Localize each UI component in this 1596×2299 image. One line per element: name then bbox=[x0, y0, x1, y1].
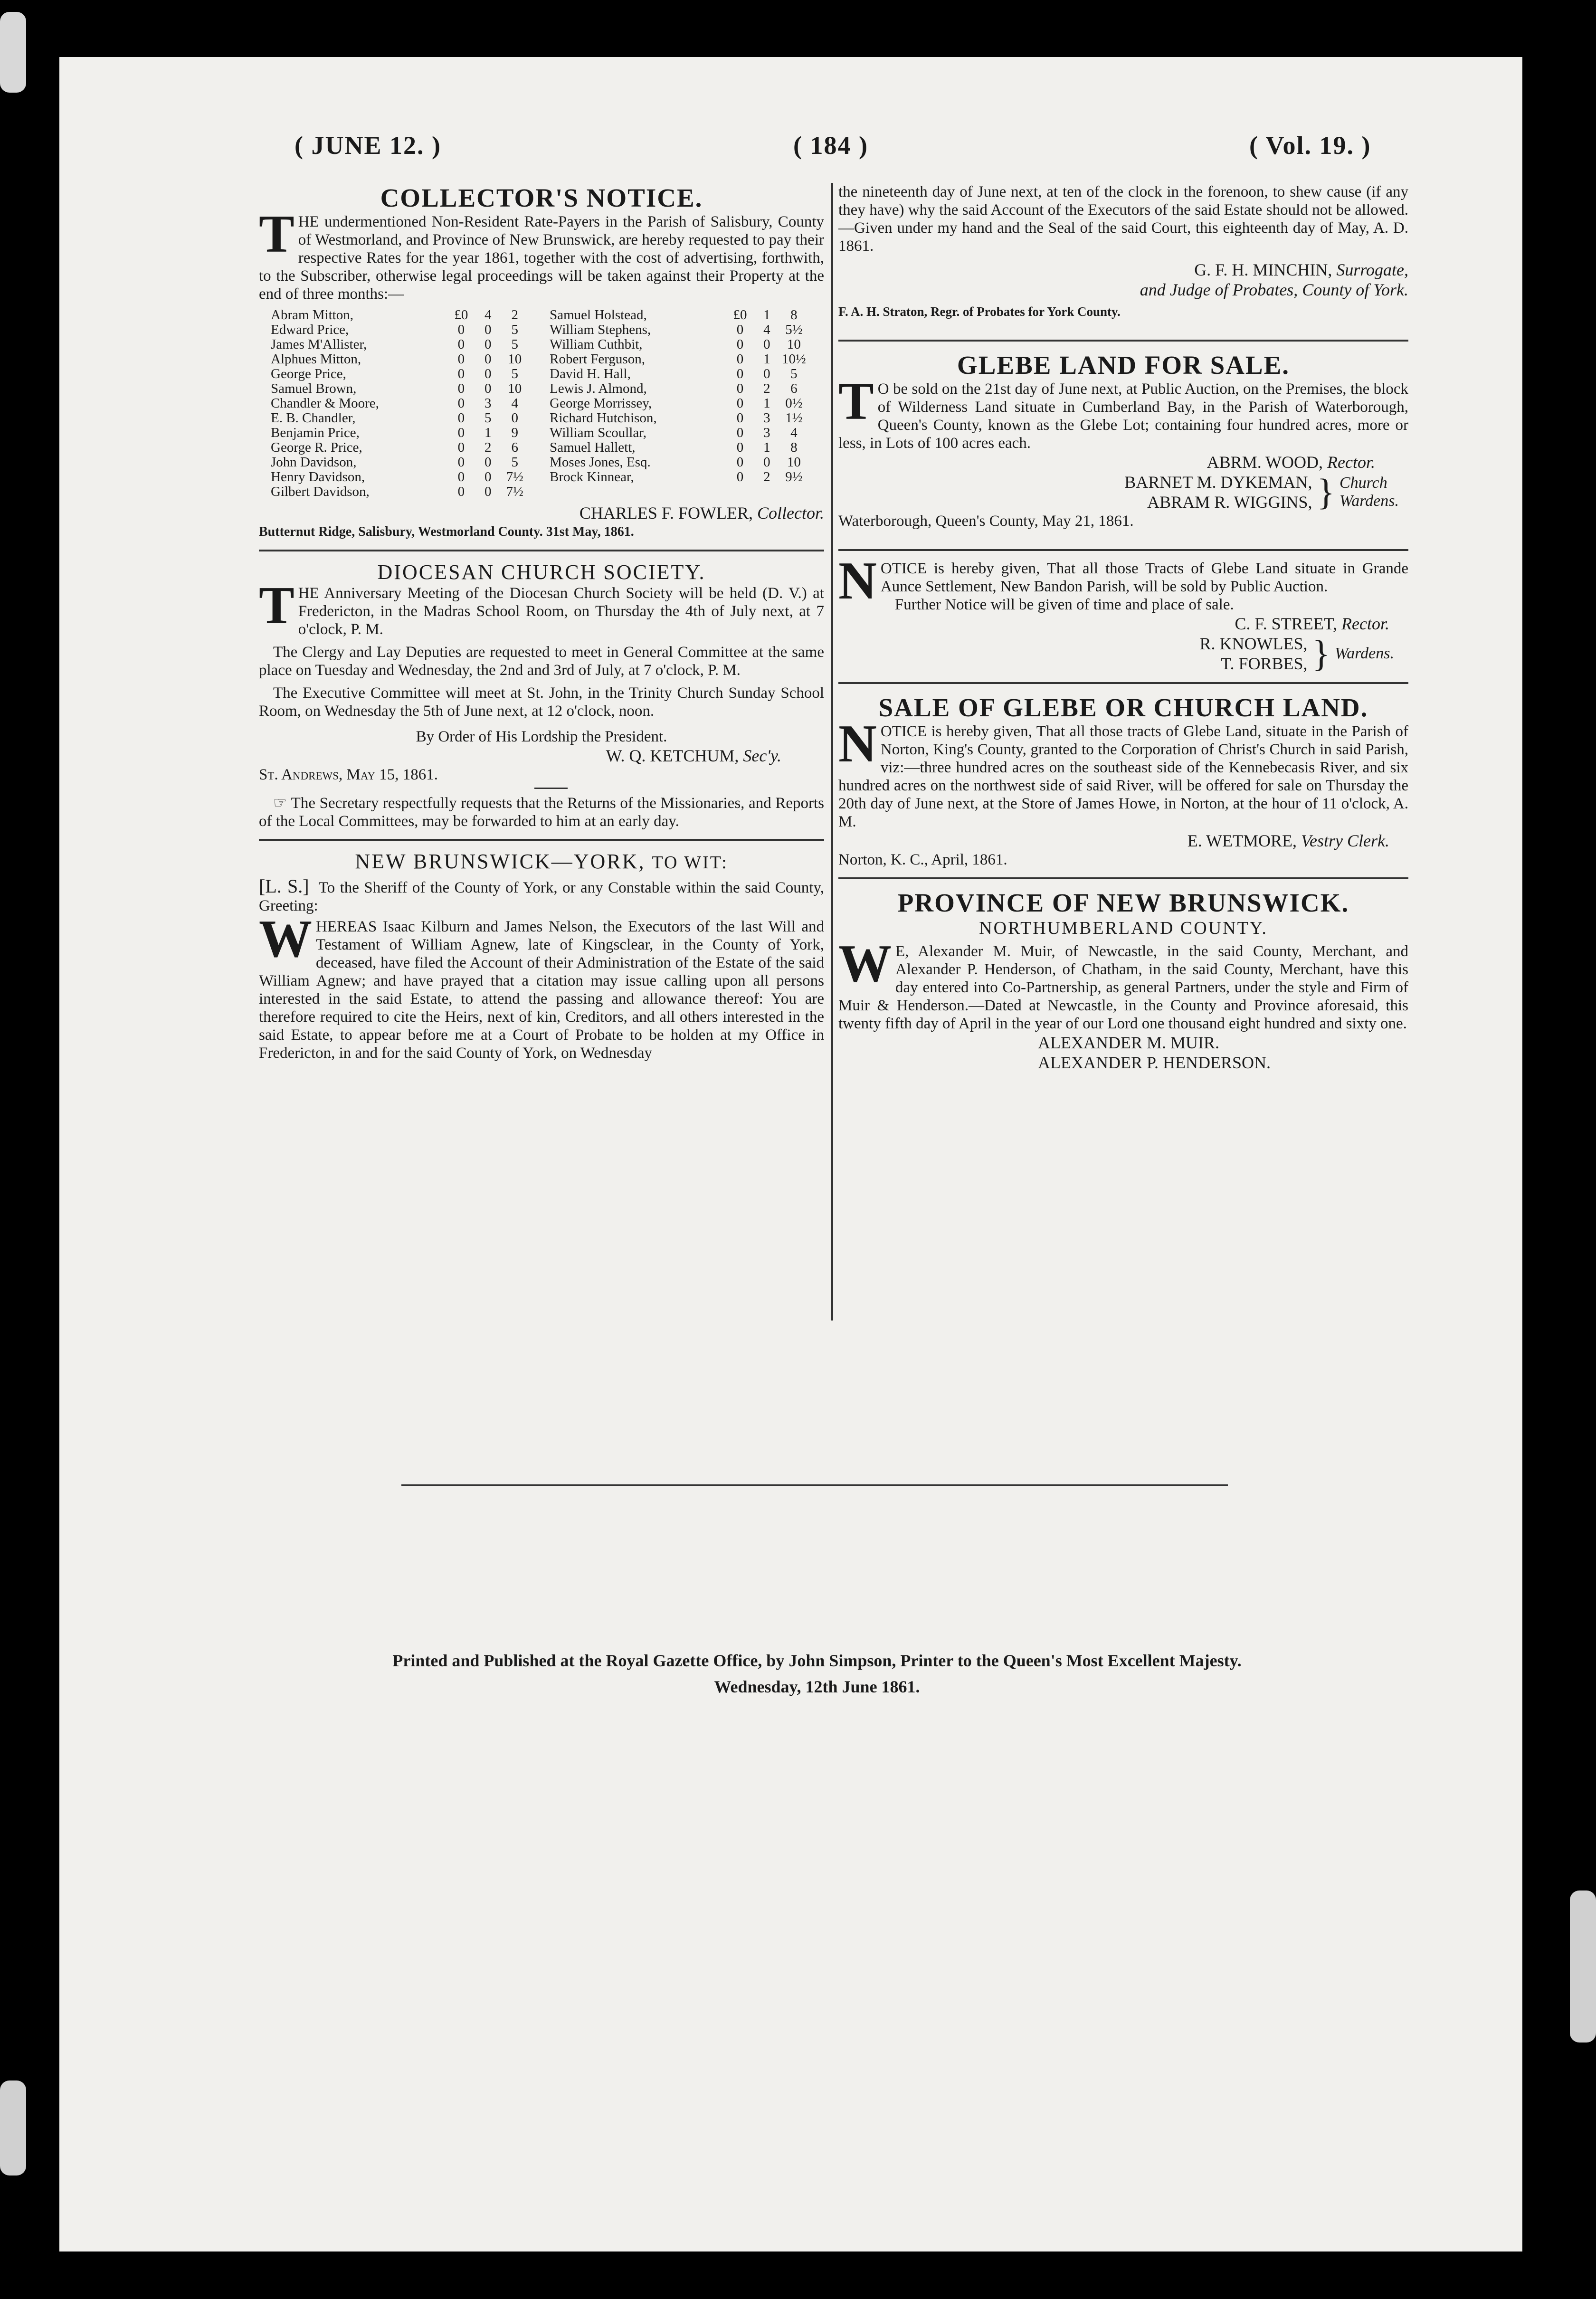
rate-amount: 0 bbox=[736, 337, 744, 352]
rate-amount: 6 bbox=[790, 381, 798, 396]
signature: E. WETMORE, Vestry Clerk. bbox=[1187, 831, 1389, 850]
collectors-notice bbox=[259, 183, 824, 541]
table-row bbox=[271, 426, 808, 440]
table-row bbox=[271, 411, 808, 426]
scan-edge-mark bbox=[0, 2080, 26, 2176]
rate-amount: 6 bbox=[511, 440, 518, 455]
notice-paragraph: HE Anniversary Meeting of the Diocesan Church Society will be held (D. V.) at Fredericton, in the Madras School Room, on Thursday the 4th of July next, at 7 o'clock, P. M. bbox=[298, 585, 824, 638]
citation-continuation: the nineteenth day of June next, at ten of the clock in the forenoon, to shew cause (if any they have) why the said Account of the Executors of the said Estate should not be allowed.—Given under my hand and the Seal of the said Court, this eighteenth day of May, A. D. 1861. bbox=[838, 183, 1408, 255]
rate-amount: 0 bbox=[736, 366, 744, 381]
rate-amount: 0 bbox=[457, 425, 465, 440]
notice-title: PROVINCE OF NEW BRUNSWICK. bbox=[897, 888, 1349, 917]
rate-amount: 7½ bbox=[506, 469, 523, 484]
ratepayer-name: E. B. Chandler, bbox=[271, 410, 356, 426]
notice-title: SALE OF GLEBE OR CHURCH LAND. bbox=[878, 693, 1368, 722]
notice-paragraph: The Executive Committee will meet at St. John, in the Trinity Church Sunday School Room, on Wednesday the 5th of June next, at 12 o'clock, noon. bbox=[259, 684, 824, 720]
notice-place: St. Andrews, May 15, 1861. bbox=[259, 766, 438, 783]
column-gap bbox=[528, 367, 550, 381]
left-column bbox=[259, 183, 824, 1062]
rate-amount: 0 bbox=[457, 322, 465, 337]
new-brunswick-york-citation bbox=[259, 849, 824, 1062]
rate-amount bbox=[780, 484, 808, 499]
drop-cap: T bbox=[259, 576, 294, 635]
header-volume: ( Vol. 19. ) bbox=[1249, 131, 1371, 160]
rate-amount: 0 bbox=[457, 440, 465, 455]
rate-amount: £0 bbox=[733, 307, 747, 323]
rate-amount: 9 bbox=[511, 425, 518, 440]
notice-body: OTICE is hereby given, That all those tracts of Glebe Land, situate in the Parish of Norton, King's County, granted to the Corporation of Christ's Church in said Parish, viz:—three hundred acres on the southeast side of the Kennebecasis River, and six hundred acres on the northwest side of said River, will be offered for sale on Thursday the 20th day of June next, at the Store of James Howe, in Norton, at the hour of 11 o'clock, A. M. bbox=[838, 723, 1408, 830]
signature-role: and Judge of Probates, County of York. bbox=[1140, 280, 1408, 299]
section-rule bbox=[259, 550, 824, 551]
header-date: ( JUNE 12. ) bbox=[294, 131, 441, 160]
section-rule bbox=[838, 549, 1408, 551]
notice-body: O be sold on the 21st day of June next, at Public Auction, on the Premises, the block of Wilderness Land situate in Cumberland Bay, in the Parish of Waterborough, Queen's County, known as the Glebe Lot; containing four hundred acres, more or less, in Lots of 100 acres each. bbox=[838, 380, 1408, 452]
notice-title: GLEBE LAND FOR SALE. bbox=[957, 351, 1290, 380]
notice-body: E, Alexander M. Muir, of Newcastle, in the said County, Merchant, and Alexander P. Henderson, of Chatham, in the said County, Merchant, have this day entered into Co-Partnership, as general Partners, under the style and Firm of Muir & Henderson.—Dated at Newcastle, in the County and Province aforesaid, this twenty fifth day of April in the year of our Lord one thousand eight hundred and sixty one. bbox=[838, 943, 1408, 1032]
rate-amount: 7½ bbox=[506, 484, 523, 499]
ratepayer-name: James M'Allister, bbox=[271, 337, 367, 352]
rate-amount: 1 bbox=[484, 425, 492, 440]
ratepayer-name: Alphues Mitton, bbox=[271, 352, 361, 367]
rate-amount: 0 bbox=[457, 455, 465, 470]
signature-block: ALEXANDER M. MUIR. ALEXANDER P. HENDERSON. bbox=[1038, 1033, 1271, 1072]
brace-glyph: } bbox=[1317, 471, 1335, 513]
rate-amount: 0 bbox=[457, 337, 465, 352]
diocesan-church-society bbox=[259, 560, 824, 830]
ratepayer-name: William Stephens, bbox=[550, 322, 651, 337]
publication-date: Wednesday, 12th June 1861. bbox=[714, 1677, 920, 1696]
grande-aunce-notice bbox=[838, 551, 1408, 674]
rate-amount: 0 bbox=[484, 455, 492, 470]
ratepayer-name: Henry Davidson, bbox=[271, 469, 365, 484]
drop-cap: T bbox=[838, 372, 874, 431]
ratepayer-name: Benjamin Price, bbox=[271, 425, 360, 440]
rate-amount: 2 bbox=[763, 381, 770, 396]
short-rule bbox=[534, 788, 568, 789]
rate-amount: 0 bbox=[736, 322, 744, 337]
rate-amount: 5 bbox=[511, 322, 518, 337]
column-gap bbox=[528, 337, 550, 352]
notice-title: DIOCESAN CHURCH SOCIETY. bbox=[377, 560, 706, 584]
rate-amount: 0 bbox=[457, 410, 465, 426]
rate-amount: 0 bbox=[763, 366, 770, 381]
column-gap bbox=[528, 426, 550, 440]
drop-cap: N bbox=[838, 714, 877, 773]
notice-place: Norton, K. C., April, 1861. bbox=[838, 851, 1007, 868]
ratepayer-name: William Scoullar, bbox=[550, 425, 646, 440]
notice-title: COLLECTOR'S NOTICE. bbox=[380, 183, 703, 212]
rate-amount: 0 bbox=[457, 381, 465, 396]
section-rule bbox=[838, 340, 1408, 342]
rate-amount: 1 bbox=[763, 307, 770, 323]
rate-amount: 0 bbox=[736, 455, 744, 470]
rate-amount: 10 bbox=[508, 352, 522, 367]
drop-cap: T bbox=[259, 205, 294, 264]
rate-amount: 2 bbox=[484, 440, 492, 455]
ratepayer-name: Chandler & Moore, bbox=[271, 396, 379, 411]
rate-amount: 3 bbox=[763, 410, 770, 426]
rate-amount: 0 bbox=[736, 396, 744, 411]
column-gap bbox=[528, 308, 550, 323]
rate-amount: 5 bbox=[511, 455, 518, 470]
footer-rule bbox=[401, 1484, 1228, 1486]
ratepayer-name: Lewis J. Almond, bbox=[550, 381, 647, 396]
column-gap bbox=[528, 484, 550, 499]
column-gap bbox=[528, 455, 550, 470]
table-row bbox=[271, 367, 808, 381]
section-rule bbox=[838, 877, 1408, 879]
table-row bbox=[271, 455, 808, 470]
column-gap bbox=[528, 411, 550, 426]
rate-amount: 0 bbox=[736, 352, 744, 367]
ratepayer-name: David H. Hall, bbox=[550, 366, 631, 381]
column-gap bbox=[528, 323, 550, 337]
province-partnership-notice bbox=[838, 888, 1408, 1073]
rate-amount: 0 bbox=[457, 396, 465, 411]
pointing-hand-icon: ☞ bbox=[273, 793, 287, 812]
header-page-number: ( 184 ) bbox=[793, 131, 868, 160]
drop-cap: N bbox=[838, 551, 877, 610]
warden-signatures: R. KNOWLES, T. FORBES, } Wardens. bbox=[1199, 633, 1394, 674]
scan-edge-mark bbox=[0, 12, 26, 93]
notice-paragraph: Further Notice will be given of time and place of sale. bbox=[894, 596, 1234, 613]
rate-amount: 1½ bbox=[785, 410, 803, 426]
rates-table bbox=[271, 308, 808, 499]
notice-place: Butternut Ridge, Salisbury, Westmorland County. 31st May, 1861. bbox=[259, 524, 634, 539]
ratepayer-name: George Price, bbox=[271, 366, 346, 381]
rate-amount bbox=[753, 484, 780, 499]
table-row bbox=[271, 484, 808, 499]
signature: W. Q. KETCHUM, Sec'y. bbox=[606, 746, 781, 765]
column-gap bbox=[528, 470, 550, 484]
ratepayer-name: George R. Price, bbox=[271, 440, 362, 455]
rate-amount: 8 bbox=[790, 440, 798, 455]
ratepayer-name: Richard Hutchison, bbox=[550, 410, 657, 426]
glebe-land-for-sale bbox=[838, 350, 1408, 530]
rate-amount: 8 bbox=[790, 307, 798, 323]
signature: CHARLES F. FOWLER, Collector. bbox=[579, 504, 824, 522]
notice-body: HE undermentioned Non-Resident Rate-Payers in the Parish of Salisbury, County of Westmorland, and Province of New Brunswick, are hereby requested to pay their respective Rates for the year 1861, together with the cost of advertising, forthwith, to the Subscriber, otherwise legal proceedings will be taken against their Property at the end of three months:— bbox=[259, 213, 824, 303]
rate-amount: 5½ bbox=[785, 322, 803, 337]
column-divider bbox=[831, 183, 833, 1320]
rate-amount: 0 bbox=[484, 322, 492, 337]
rate-amount: 0 bbox=[736, 425, 744, 440]
ratepayer-name bbox=[550, 484, 727, 499]
citation-body: HEREAS Isaac Kilburn and James Nelson, the Executors of the last Will and Testament of William Agnew, late of Kingsclear, in the County of York, deceased, have filed the Account of their Administration of the Estate of the said William Agnew; and have prayed that a citation may issue calling upon all persons interested in the said Estate, to attend the passing and allowance thereof: You are therefore required to cite the Heirs, next of kin, Creditors, and all others interested in the said Estate, to appear before me at a Court of Probate to be holden at my Office in Fredericton, in and for the said County of York, on Wednesday bbox=[259, 918, 824, 1062]
rate-amount: 5 bbox=[511, 366, 518, 381]
citation-continued bbox=[838, 183, 1408, 321]
rate-amount bbox=[727, 484, 753, 499]
rate-amount: 0 bbox=[763, 337, 770, 352]
rate-amount: 10 bbox=[508, 381, 522, 396]
rate-amount: 4 bbox=[790, 425, 798, 440]
rate-amount: 0 bbox=[484, 352, 492, 367]
ratepayer-name: William Cuthbit, bbox=[550, 337, 643, 352]
rate-amount: 0 bbox=[457, 352, 465, 367]
ratepayer-name: Abram Mitton, bbox=[271, 307, 353, 323]
table-row bbox=[271, 352, 808, 367]
column-gap bbox=[528, 381, 550, 396]
rate-amount: 1 bbox=[763, 440, 770, 455]
column-gap bbox=[528, 440, 550, 455]
rate-amount: 0 bbox=[763, 455, 770, 470]
table-row bbox=[271, 381, 808, 396]
rate-amount: 0 bbox=[736, 381, 744, 396]
citation-address: [L. S.] To the Sheriff of the County of York, or any Constable within the said County, Greeting: bbox=[259, 875, 824, 914]
rate-amount: 0 bbox=[736, 469, 744, 484]
rate-amount: 0 bbox=[457, 366, 465, 381]
notice-note: ☞ The Secretary respectfully requests that the Returns of the Missionaries, and Reports of the Local Committees, may be forwarded to him at an early day. bbox=[259, 793, 825, 830]
ratepayer-name: John Davidson, bbox=[271, 455, 357, 470]
ratepayer-name: George Morrissey, bbox=[550, 396, 652, 411]
rate-amount: 3 bbox=[484, 396, 492, 411]
drop-cap: W bbox=[838, 934, 892, 993]
signature: C. F. STREET, Rector. bbox=[1235, 614, 1389, 633]
rate-amount: 4 bbox=[511, 396, 518, 411]
rate-amount: 5 bbox=[790, 366, 798, 381]
rate-amount: 2 bbox=[763, 469, 770, 484]
section-rule bbox=[259, 839, 824, 841]
right-column bbox=[838, 183, 1408, 1073]
signature: G. F. H. MINCHIN, Surrogate, bbox=[1194, 260, 1408, 279]
printer-imprint: Printed and Published at the Royal Gazette Office, by John Simpson, Printer to the Queen's Most Excellent Majesty. bbox=[392, 1651, 1242, 1670]
rate-amount: 3 bbox=[763, 425, 770, 440]
ratepayer-name: Robert Ferguson, bbox=[550, 352, 645, 367]
rate-amount: 2 bbox=[511, 307, 518, 323]
drop-cap: W bbox=[259, 910, 312, 969]
registrar-line: F. A. H. Straton, Regr. of Probates for York County. bbox=[838, 304, 1121, 319]
table-row bbox=[271, 470, 808, 484]
rate-amount: 9½ bbox=[785, 469, 803, 484]
rate-amount: 1 bbox=[763, 396, 770, 411]
brace-glyph: } bbox=[1312, 633, 1330, 674]
scan-edge-mark bbox=[1570, 1890, 1596, 2042]
rate-amount: 0 bbox=[457, 469, 465, 484]
notice-body: OTICE is hereby given, That all those Tracts of Glebe Land situate in Grande Aunce Settlement, New Bandon Parish, will be sold by Public Auction. bbox=[880, 560, 1408, 595]
notice-place: Waterborough, Queen's County, May 21, 1861. bbox=[838, 513, 1134, 530]
ratepayer-name: Edward Price, bbox=[271, 322, 349, 337]
rate-amount: 0 bbox=[484, 484, 492, 499]
table-row bbox=[271, 308, 808, 323]
rate-amount: 10 bbox=[787, 455, 801, 470]
table-row bbox=[271, 396, 808, 411]
rate-amount: 0 bbox=[484, 366, 492, 381]
rate-amount: 0 bbox=[736, 440, 744, 455]
rate-amount: 0½ bbox=[785, 396, 803, 411]
ratepayer-name: Samuel Brown, bbox=[271, 381, 357, 396]
rate-amount: 10½ bbox=[781, 352, 806, 367]
rate-amount: 0 bbox=[484, 469, 492, 484]
rate-amount: 0 bbox=[484, 337, 492, 352]
notice-title: NEW BRUNSWICK—YORK, TO WIT: bbox=[355, 850, 728, 873]
rate-amount: 1 bbox=[763, 352, 770, 367]
sale-of-church-land bbox=[838, 693, 1408, 869]
ratepayer-name: Brock Kinnear, bbox=[550, 469, 634, 484]
rate-amount: 5 bbox=[511, 337, 518, 352]
column-gap bbox=[528, 352, 550, 367]
rate-amount: 0 bbox=[511, 410, 518, 426]
rate-amount: 5 bbox=[484, 410, 492, 426]
rate-amount: 10 bbox=[787, 337, 801, 352]
rate-amount: 0 bbox=[736, 410, 744, 426]
rate-amount: 4 bbox=[484, 307, 492, 323]
warden-signatures: BARNET M. DYKEMAN, ABRAM R. WIGGINS, } Church Wardens. bbox=[1124, 471, 1399, 513]
ratepayer-name: Samuel Hallett, bbox=[550, 440, 636, 455]
notice-paragraph: The Clergy and Lay Deputies are requested to meet in General Committee at the same place on Tuesday and Wednesday, the 2nd and 3rd of July, at 7 o'clock, P. M. bbox=[259, 644, 824, 679]
rate-amount: 4 bbox=[763, 322, 770, 337]
ratepayer-name: Samuel Holstead, bbox=[550, 307, 647, 323]
signature: ABRM. WOOD, Rector. bbox=[1206, 453, 1375, 472]
rate-amount: 0 bbox=[457, 484, 465, 499]
order-line: By Order of His Lordship the President. bbox=[416, 728, 667, 745]
ratepayer-name: Moses Jones, Esq. bbox=[550, 455, 651, 470]
rate-amount: 0 bbox=[484, 381, 492, 396]
ratepayer-name: Gilbert Davidson, bbox=[271, 484, 370, 499]
rate-amount: £0 bbox=[454, 307, 468, 323]
table-row bbox=[271, 440, 808, 455]
table-row bbox=[271, 337, 808, 352]
table-row bbox=[271, 323, 808, 337]
notice-subtitle: NORTHUMBERLAND COUNTY. bbox=[979, 918, 1268, 938]
section-rule bbox=[838, 682, 1408, 684]
column-gap bbox=[528, 396, 550, 411]
